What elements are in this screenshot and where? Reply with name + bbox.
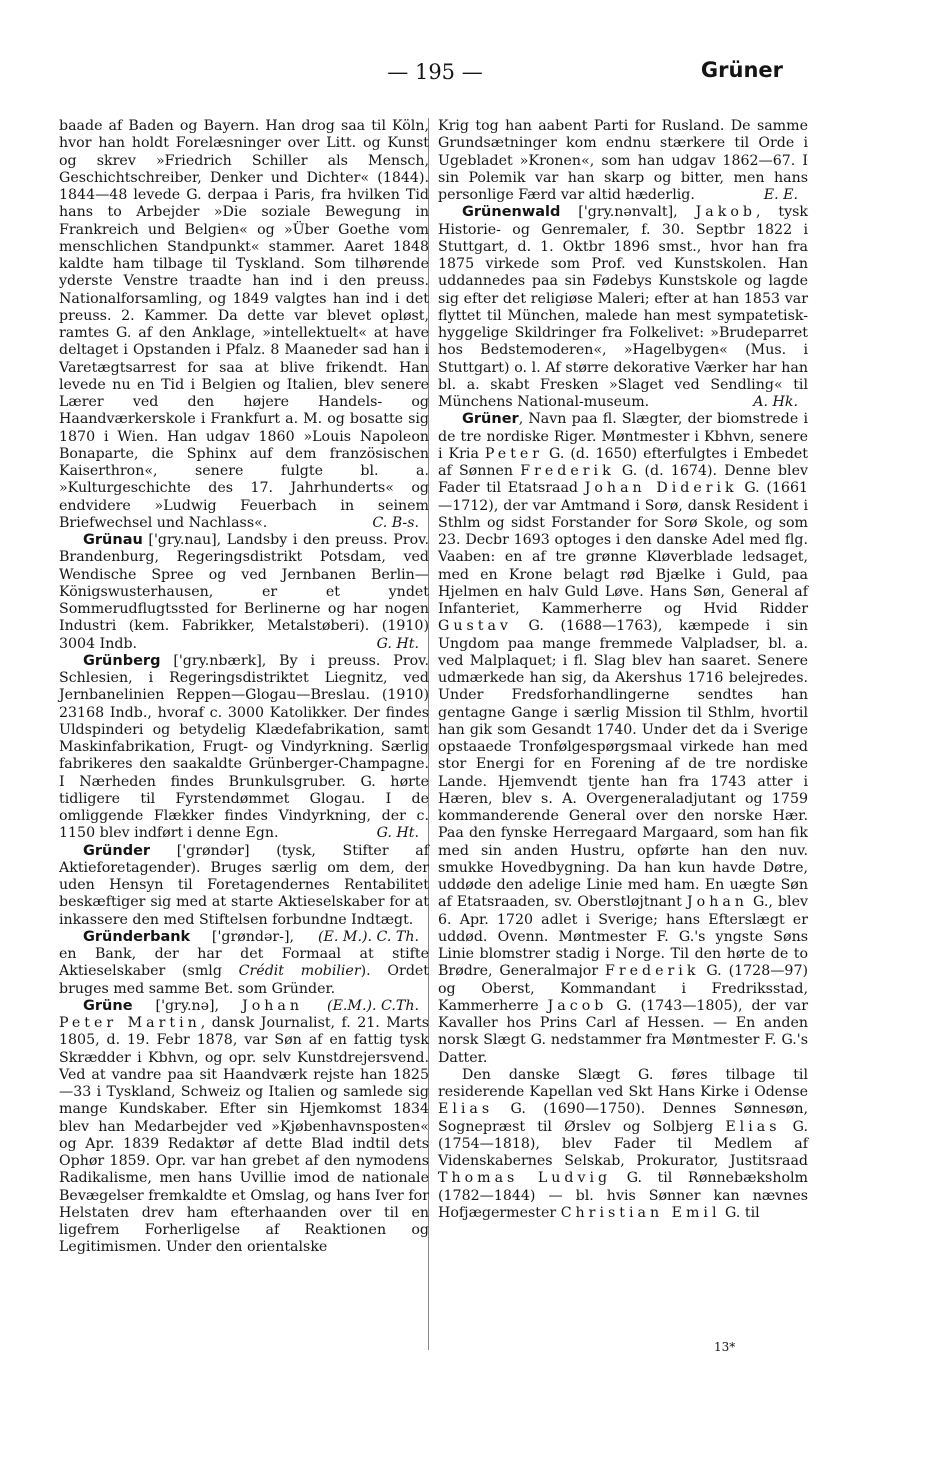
person-name: Elias xyxy=(725,1118,781,1135)
headword: Grüner xyxy=(462,411,519,428)
entry-grune xyxy=(59,998,429,1257)
entry-continuation xyxy=(438,118,808,204)
person-name: Thomas Ludvig xyxy=(438,1170,612,1187)
person-name: Gustav xyxy=(438,618,512,635)
entry-text: G. (1661—1712), der var Amtmand i Sorø, dansk Resident i Sthlm og sidst Forstander for Sorø Skole, og som 23. Decbr 1693 optoges i den danske Adel med flg. Vaaben: en af tre grønne Kløverblade ledsaget, med en Krone belagt rød Bjælke i Guld, paa Hjelmen en halv Guld Løve. Hans Søn, General af Infanteriet, Kammerherre og Hvid Ridder xyxy=(438,480,808,617)
entry-gruner xyxy=(438,411,808,1067)
page-number: — 195 — xyxy=(387,60,483,84)
author-signature: (E. M.). C. Th. xyxy=(318,928,419,945)
person-name: Johan xyxy=(686,894,748,911)
entry-text: G. (1754—1818), blev Fader til Medlem af Videnskabernes Selskab, Prokurator, Justitsraad xyxy=(438,1118,808,1169)
entry-text: Krig tog han aabent Parti for Rusland. De samme Grundsætninger kom endnu stærkere til Orde i Ugebladet »Kronen«, som han udgav 1862—67. I sin Polemik var han skarp og bitter, men hans personlige Færd var altid hæderlig. xyxy=(438,118,808,203)
running-head: Grüner xyxy=(700,58,783,82)
entry-italic: Crédit mobilier xyxy=(238,963,361,980)
entry-text: G. (d. 1650) efterfulgtes i Embedet af Sønnen xyxy=(438,445,808,479)
entry-text: ['gry.nbærk], By i preuss. Prov. Schlesien, i Regeringsdistriktet Liegnitz, ved Jernbanelinien Reppen—Glogau—Breslau. (1910) 23168 Indb., hvoraf c. 3000 Katolikker. Der findes Uldspinderi og betydelig Klædefabrikation, samt Maskinfabrikation, Frugt- og Vindyrkning. Særlig fabrikeres den saakaldte Grünberger-Champagne. I Nærheden findes Brunkulsgruber. G. hørte tidligere til Fyrstendømmet Glogau. I de omliggende Flækker findes Vindyrkning, der c. 1150 blev indført i denne Egn. xyxy=(59,652,429,842)
entry-text: G. (1728—97) og Oberst, Kommandant i Fredriksstad, Kammerherre xyxy=(438,963,808,1014)
entry-grunenwald xyxy=(438,204,808,411)
entry-text: G. (d. 1674). Denne blev Fader til Etatsraad xyxy=(438,463,808,497)
entry-text: G. til Rønnebæksholm (1782—1844) — bl. hvis Sønner kan nævnes Hofjægermester xyxy=(438,1170,808,1221)
headword: Gründerbank xyxy=(83,928,191,945)
person-name: Peter xyxy=(484,445,544,462)
author-signature: G. Ht. xyxy=(376,825,419,842)
entry-grunberg xyxy=(59,653,429,843)
entry-grunau xyxy=(59,532,429,653)
author-signature: C. B-s. xyxy=(372,514,419,531)
signature-mark: 13* xyxy=(714,1340,736,1354)
entry-text: , tysk Historie- og Genremaler, f. 30. Septbr 1822 i Stuttgart, d. 1. Oktbr 1896 smst., hvor han fra 1875 virkede som Prof. ved Kunstskolen. Han uddannedes paa sin Fødebys Kunstskole og lagde sig efter det religiøse Maleri; efter at han 1853 var flyttet til München, malede han mest sympatetisk-hyggelige Skildringer fra Folkelivet: »Brudeparret hos Bedstemoderen«, »Hagelbygen« (Mus. i Stuttgart) o. l. Af større dekorative Værker har han bl. a. skabt Fresken »Slaget ved Sendling« til Münchens National-museum. xyxy=(438,204,808,410)
person-name: Johan Diderik xyxy=(584,480,738,497)
entry-text: G. (1688—1763), kæmpede i sin Ungdom paa mange fremmede Valpladser, bl. a. ved Malplaquet; i fl. Slag blev han saaret. Senere udmærkede han sig, da Akershus 1716 belejredes. Under Fredsforhandlingerne sendtes han gentagne Gange i særlig Mission til Sthlm, hvortil han gik som Gesandt 1740. Under det da i Sverige opstaaede Tronfølgespørgsmaal virkede han med stor Energi for en Forening af de tre nordiske Lande. Hjemvendt tjente han fra 1743 atter i Hæren, blev s. A. Overgeneraladjutant og 1759 kommanderende General over den norske Hær. Paa den fynske Herregaard Margaard, som han fik med sin anden Hustru, opførte han den nuv. smukke Hovedbygning. Da han kun havde Døtre, uddøde den adelige Linie med ham. En uægte Søn af Etatsraaden, sv. Oberstløjtnant xyxy=(438,618,808,911)
headword: Grünau xyxy=(83,532,143,548)
entry-text: baade af Baden og Bayern. Han drog saa til Köln, hvor han holdt Forelæsninger over Litt. og Kunst og skrev »Friedrich Schiller als Mensch, Geschichtschreiber, Denker und Dichter« (1844). 1844—48 levede G. derpaa i Paris, fra hvilken Tid hans to Arbejder »Die soziale Bewegung in Frankreich und Belgien« og »Über Goethe vom menschlichen Standpunkt« stammer. Aaret 1848 kaldte ham tilbage til Tyskland. Som tilhørende yderste Venstre traadte han ind i den preuss. Nationalforsamling, og 1849 valgtes han ind i det preuss. 2. Kammer. Da dette var blevet opløst, ramtes G. af den Anklage, »intellektuelt« at have deltaget i Opstanden i Pfalz. 8 Maaneder sad han i Varetægtsarrest for saa at blive frikendt. Han levede nu en Tid i Belgien og Italien, blev senere Lærer ved den højere Handels- og Haandværkerskole i Frankfurt a. M. og bosatte sig 1870 i Wien. Han udgav 1860 »Louis Napoleon Bonaparte, die Sphinx auf dem französischen Kaiserthron«, senere fulgte bl. a. »Kulturgeschichte des 17. Jahrhunderts« og endvidere »Ludwig Feuerbach in seinem Briefwechsel und Nachlass«. xyxy=(59,118,429,531)
person-name: Frederik xyxy=(605,963,700,980)
entry-paragraph xyxy=(438,1067,808,1222)
entry-text: ). Ordet bruges med samme Bet. som Gründer. xyxy=(59,963,429,997)
author-signature: G. Ht. xyxy=(376,635,419,652)
entry-text: G., blev 6. Apr. 1720 adlet i Sverige; hans Efterslægt er uddød. Ovenn. Møntmester F. G.'s yngste Søns Linie blomstrer stadig i Norge. Til den hørte de to Brødre, Generalmajor xyxy=(438,894,808,980)
entry-text: ['gry.nau], Landsby i den preuss. Prov. Brandenburg, Regeringsdistrikt Potsdam, ved Wendische Spree og ved Jernbanen Berlin—Königswusterhausen, er et yndet Sommerudflugtssted for Berlinerne og har nogen Industri (kem. Fabrikker, Metalstøberi). (1910) 3004 Indb. xyxy=(59,532,429,652)
headword: Grünberg xyxy=(83,652,161,669)
left-column xyxy=(59,118,429,1257)
headword: Grüne xyxy=(83,997,133,1014)
entry-text: ['grøndər-], en Bank, der har det Formaal at stifte Aktieselskaber (smlg xyxy=(59,928,429,980)
entry-text: G. til xyxy=(720,1204,760,1221)
person-name: Johan Peter Martin xyxy=(59,997,304,1031)
entry-text: , dansk Journalist, f. 21. Marts 1805, d. 19. Febr 1878, var Søn af en fattig tysk Skrædder i Kbhvn, og opr. selv Kunstdrejersvend. Ved at vandre paa sit Haandværk rejste han 1825—33 i Tyskland, Schweiz og Italien og samlede sig mange Kundskaber. Efter sin Hjemkomst 1834 blev han Medarbejder ved »Kjøbenhavnsposten« og Apr. 1839 Redaktør af dette Blad indtil dets Ophør 1859. Opr. var han grebet af den nymodens Radikalisme, men hans Uvillie imod de nationale Bevægelser fremkaldte et Omslag, og hans Iver for Helstaten drev ham efterhaanden over til en ligefrem Forherligelse af Reaktionen og Legitimismen. Under den orientalske xyxy=(59,1015,429,1256)
entry-continuation xyxy=(59,118,429,532)
person-name: Christian Emil xyxy=(560,1204,721,1221)
entry-text: ['gry.nənvalt], xyxy=(560,204,696,221)
entry-text: , Navn paa fl. Slægter, der biomstrede i de tre nordiske Riger. Møntmester i Kbhvn, senere i Kria xyxy=(438,411,808,462)
right-column xyxy=(438,118,808,1222)
person-name: Elias xyxy=(438,1101,494,1118)
headword: Gründer xyxy=(83,842,151,859)
person-name: Jacob xyxy=(547,997,608,1014)
author-signature: (E.M.). C.Th. xyxy=(327,997,419,1014)
author-signature: A. Hk. xyxy=(753,394,798,410)
headword: Grünenwald xyxy=(462,204,561,221)
entry-text: G. (1690—1750). Dennes Sønnesøn, Sognepræst til Ørslev og Solbjerg xyxy=(438,1101,808,1135)
entry-text: G. (1743—1805), der var Kavaller hos Prins Carl af Hessen. — En anden norsk Slægt G. nedstammer fra Møntmester F. G.'s Datter. xyxy=(438,997,808,1066)
entry-text: Den danske Slægt G. føres tilbage til residerende Kapellan ved Skt Hans Kirke i Odense xyxy=(438,1066,808,1100)
person-name: Jakob xyxy=(695,204,756,221)
author-signature: E. E. xyxy=(763,187,798,203)
entry-text: ['grøndər] (tysk, Stifter af Aktieforetagender). Bruges særlig om dem, der uden Hensyn til Foretagendernes Rentabilitet beskæftiger sig med at starte Aktieselskaber for at inkassere den med Stiftelsen forbundne Indtægt. xyxy=(59,842,429,928)
person-name: Frederik xyxy=(520,463,615,479)
entry-text: ['gry.nə], xyxy=(132,997,243,1014)
